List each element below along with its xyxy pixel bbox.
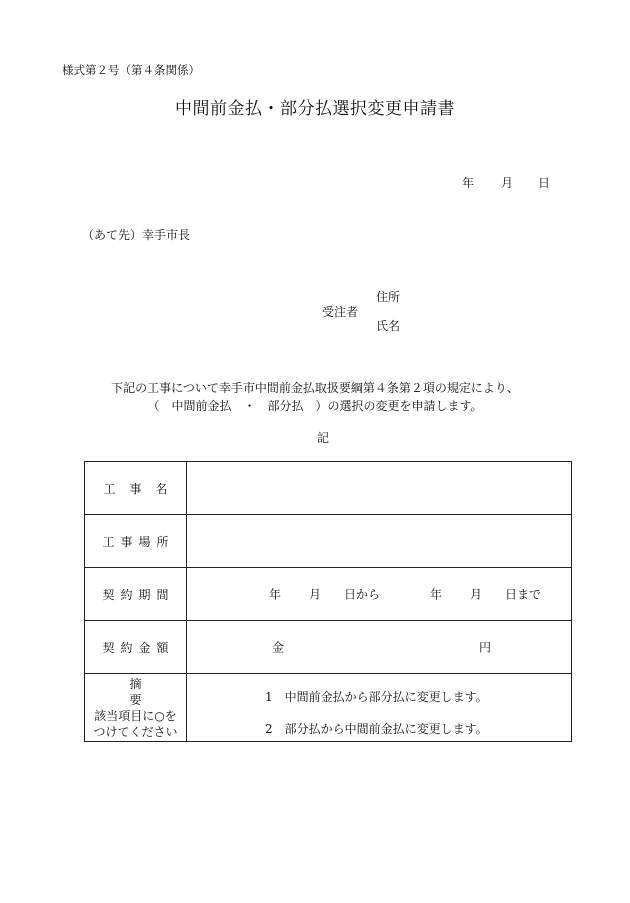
table-row-contract-amount — [85, 621, 572, 674]
contract-amount-field[interactable] — [187, 621, 572, 674]
form-number: 様式第２号（第４条関係） — [62, 63, 200, 77]
amount-prefix: 金 — [272, 640, 285, 655]
ki-heading: 記 — [316, 431, 329, 445]
applicant-address-label: 住所 — [376, 290, 401, 304]
remarks-note-line2: つけてください — [93, 724, 178, 739]
period-to-month: 月 — [470, 587, 483, 602]
option-2[interactable]: 2 部分払から中間前金払に変更します。 — [265, 722, 488, 736]
table-row-contract-period — [85, 568, 572, 621]
document-title: 中間前金払・部分払選択変更申請書 — [175, 99, 455, 119]
remarks-options — [187, 674, 572, 742]
remarks-label: 摘要 — [129, 676, 168, 707]
amount-unit: 円 — [479, 640, 492, 655]
period-to-year: 年 — [430, 587, 443, 602]
period-from-month: 月 — [309, 587, 322, 602]
period-to-day: 日まで — [505, 587, 542, 602]
construction-site-field[interactable] — [187, 515, 572, 568]
construction-name-label: 工事名 — [85, 462, 187, 515]
date-day-label: 日 — [538, 176, 551, 190]
table-row-construction-site — [85, 515, 572, 568]
construction-site-label: 工事場所 — [85, 515, 187, 568]
construction-name-field[interactable] — [187, 462, 572, 515]
date-month-label: 月 — [501, 176, 514, 190]
applicant-name-label: 氏名 — [376, 319, 401, 333]
period-from-day: 日から — [344, 587, 381, 602]
details-table — [84, 461, 572, 742]
request-text-line2: （ 中間前金払 ・ 部分払 ）の選択の変更を申請します。 — [147, 399, 483, 413]
period-from-year: 年 — [269, 587, 282, 602]
contractor-label: 受注者 — [322, 305, 359, 319]
contract-period-label: 契約期間 — [85, 568, 187, 621]
table-row-remarks — [85, 674, 572, 742]
contract-amount-label: 契約金額 — [85, 621, 187, 674]
option-1[interactable]: 1 中間前金払から部分払に変更します。 — [265, 690, 488, 704]
contract-period-field[interactable] — [187, 568, 572, 621]
request-text-line1: 下記の工事について幸手市中間前金払取扱要綱第４条第２項の規定により、 — [111, 381, 519, 395]
remarks-label-cell — [85, 674, 187, 742]
date-year-label: 年 — [462, 176, 475, 190]
table-row-construction-name — [85, 462, 572, 515]
addressee: （あて先）幸手市長 — [82, 228, 191, 242]
remarks-note-line1: 該当項目に○を — [94, 708, 177, 723]
